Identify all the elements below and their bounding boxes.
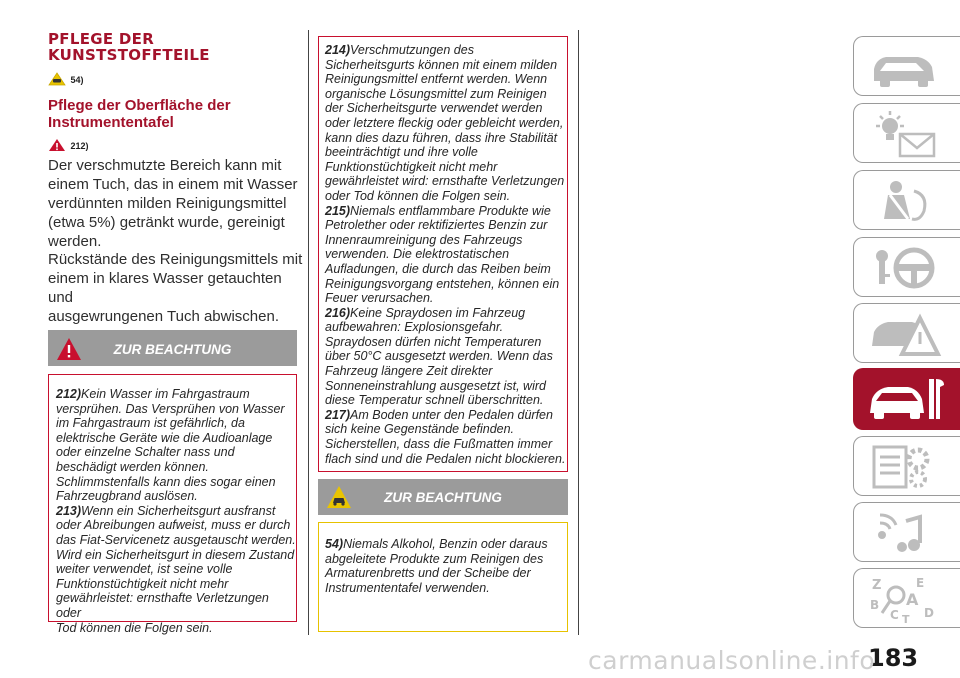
text-line: diese Temperatur schnell überschritten. — [325, 393, 544, 408]
paragraph-line: ausgewrungenen Tuch abwischen. — [48, 308, 279, 325]
text-line: aufbewahren: Explosionsgefahr. — [325, 320, 504, 335]
warning-header — [48, 330, 297, 366]
warning-box — [48, 374, 297, 635]
paragraph-1 — [48, 156, 308, 251]
text-line: Funktionstüchtigkeit nicht mehr — [325, 159, 498, 174]
section-title-line1: PFLEGE DER — [48, 30, 155, 48]
warning-item-216 — [325, 306, 567, 408]
note-box — [318, 522, 568, 632]
text-line: Funktionstüchtigkeit nicht mehr — [56, 576, 229, 591]
svg-text:Z: Z — [872, 578, 882, 593]
text-line: Sicherheitsgurts können mit einem milden — [325, 57, 558, 72]
text-line: abgeleitete Produkte zum Reinigen des — [325, 551, 544, 566]
paragraph-line: einem in klares Wasser getauchten und — [48, 270, 282, 306]
text-line: oder einzelne Schalter nass und — [56, 445, 235, 460]
text-line: elektrische Geräte wie die Audioanlage — [56, 430, 273, 445]
warning-heading: ZUR BEACHTUNG — [113, 342, 232, 357]
tab-dashboard[interactable] — [853, 36, 960, 96]
tab-multimedia[interactable] — [853, 502, 960, 562]
item-number: 54) — [325, 537, 344, 551]
warning-item-215 — [325, 204, 567, 306]
text-line: Aufladungen, die durch das Reiben beim — [325, 261, 551, 276]
text-line: sich keine Gegenstände befinden. — [325, 422, 515, 437]
text-line: Reinigungsvorgang entstehen, können ein — [325, 276, 560, 291]
tab-starting-driving[interactable] — [853, 237, 960, 297]
technical-data-icon — [866, 441, 946, 493]
tab-maintenance[interactable] — [853, 368, 960, 430]
text-line: Sonneneinstrahlung ausgesetzt ist, wird — [325, 378, 546, 393]
tab-index[interactable] — [853, 568, 960, 628]
text-line: beschädigt werden können. — [56, 459, 209, 474]
warning-item-217 — [325, 408, 567, 466]
item-number: 217) — [325, 407, 351, 422]
seat-belt-airbag-icon — [866, 175, 946, 227]
multimedia-icon — [866, 507, 946, 559]
text-line: weiter verwendet, ist seine volle — [56, 562, 233, 577]
breakdown-triangle-icon — [866, 308, 946, 360]
section-ref — [48, 70, 83, 84]
paragraph-line: Der verschmutzte Bereich kann mit — [48, 157, 282, 174]
text-line: Keine Spraydosen im Fahrzeug — [350, 305, 526, 320]
paragraph-line: einem Tuch, das in einem mit Wasser — [48, 176, 298, 193]
tab-emergency[interactable] — [853, 303, 960, 363]
text-line: flach sind und die Pedalen nicht blockieren. — [325, 451, 566, 466]
text-line: Niemals Alkohol, Benzin oder daraus — [343, 537, 548, 551]
paragraph-line: verdünnten milden Reinigungsmittel — [48, 195, 287, 212]
column-divider — [308, 30, 309, 635]
svg-text:B: B — [870, 598, 880, 612]
warning-lights-message-icon — [866, 108, 946, 160]
text-line: das Fiat-Servicenetz ausgetauscht werden. — [56, 532, 296, 547]
text-line: über 50°C ausgesetzt werden. Wenn das — [325, 349, 553, 364]
svg-text:T: T — [902, 613, 910, 625]
paragraph-line: (etwa 5%) getränkt wurde, gereinigt — [48, 214, 285, 231]
warning-item-212 — [56, 387, 296, 504]
item-number: 214) — [325, 43, 351, 57]
alphabetical-index-icon — [866, 573, 946, 625]
warning-item-213 — [56, 504, 296, 635]
text-line: organische Lösungsmittel zum Reinigen — [325, 86, 547, 101]
key-steering-wheel-icon — [866, 242, 946, 294]
text-line: Am Boden unter den Pedalen dürfen — [350, 407, 553, 422]
text-line: verwenden. Die elektrostatischen — [325, 247, 510, 262]
text-line: Tod können die Folgen sein. — [56, 620, 213, 635]
tab-technical-data[interactable] — [853, 436, 960, 496]
car-dashboard-icon — [866, 41, 946, 93]
svg-text:D: D — [924, 606, 934, 620]
warning-item-214 — [325, 43, 567, 204]
item-number: 212) — [56, 387, 82, 401]
subsection-title-line1: Pflege der Oberfläche der — [48, 97, 231, 114]
item-number: 216) — [325, 305, 351, 320]
paragraph-2 — [48, 250, 308, 326]
svg-text:E: E — [916, 576, 925, 590]
paragraph-line: werden. — [48, 233, 102, 250]
subsection-title-line2: Instrumententafel — [48, 114, 174, 131]
subsection-title — [48, 97, 231, 131]
text-line: Petrolether oder rektifiziertes Benzin zur — [325, 218, 548, 233]
text-line: Verschmutzungen des — [350, 43, 474, 57]
text-line: Wird ein Sicherheitsgurt in diesem Zustand — [56, 547, 295, 562]
text-line: Armaturenbretts und der Scheibe der — [325, 566, 531, 581]
text-line: Innenraumreinigung des Fahrzeugs — [325, 232, 523, 247]
text-line: gewährleistet: ernsthafte Verletzungen oder — [56, 591, 269, 620]
text-line: Reinigungsmittel entfernt werden. Wenn — [325, 72, 548, 87]
text-line: Instrumententafel verwenden. — [325, 580, 490, 595]
text-line: oder Abreibungen aufweist, muss er durch — [56, 518, 291, 533]
warning-triangle-icon — [48, 138, 66, 152]
section-ref-number: 54) — [70, 75, 84, 85]
note-triangle-icon — [48, 72, 66, 86]
text-line: oder letztere fleckig oder gebleicht werden, — [325, 115, 564, 130]
section-title — [48, 31, 210, 63]
text-line: im Fahrgastraum ist gefährlich, da — [56, 416, 245, 431]
watermark: carmanualsonline.info — [588, 646, 876, 675]
text-line: Wenn ein Sicherheitsgurt ausfranst — [81, 503, 276, 518]
subsection-ref — [48, 136, 88, 150]
item-number: 215) — [325, 203, 351, 218]
car-maintenance-icon — [866, 373, 946, 425]
text-line: Schlimmstenfalls kann dies sogar einen — [56, 474, 276, 489]
svg-text:A: A — [906, 590, 919, 609]
subsection-ref-number: 212) — [70, 141, 89, 151]
warning-box-continued — [318, 36, 568, 472]
svg-text:C: C — [890, 608, 899, 622]
text-line: Feuer verursachen. — [325, 291, 434, 306]
tab-warning-lights[interactable] — [853, 103, 960, 163]
paragraph-line: Rückstände des Reinigungsmittels mit — [48, 251, 303, 268]
text-line: Fahrzeug längere Zeit direkter — [325, 364, 493, 379]
text-line: Niemals entflammbare Produkte wie — [350, 203, 551, 218]
text-line: Kein Wasser im Fahrgastraum — [81, 387, 250, 401]
item-number: 213) — [56, 503, 82, 518]
text-line: Sicherstellen, dass die Fußmatten immer — [325, 437, 553, 452]
text-line: versprühen. Das Versprühen von Wasser — [56, 401, 285, 416]
note-header — [318, 479, 568, 515]
column-divider — [578, 30, 579, 635]
tab-safety[interactable] — [853, 170, 960, 230]
section-title-line2: KUNSTSTOFFTEILE — [48, 46, 210, 64]
text-line: oder Tod können die Folgen sein. — [325, 188, 511, 203]
text-line: kann dies dazu führen, dass ihre Stabilität — [325, 130, 558, 145]
page-number: 183 — [868, 644, 919, 672]
text-line: gewährleistet wird: ernsthafte Verletzungen — [325, 174, 565, 189]
text-line: der Sicherheitsgurte verwendet werden — [325, 101, 543, 116]
text-line: Fahrzeugbrand auslösen. — [56, 489, 198, 504]
text-line: Spraydosen dürfen nicht Temperaturen — [325, 334, 542, 349]
text-line: beeinträchtigt und ihre volle — [325, 145, 478, 160]
note-heading: ZUR BEACHTUNG — [384, 490, 502, 505]
